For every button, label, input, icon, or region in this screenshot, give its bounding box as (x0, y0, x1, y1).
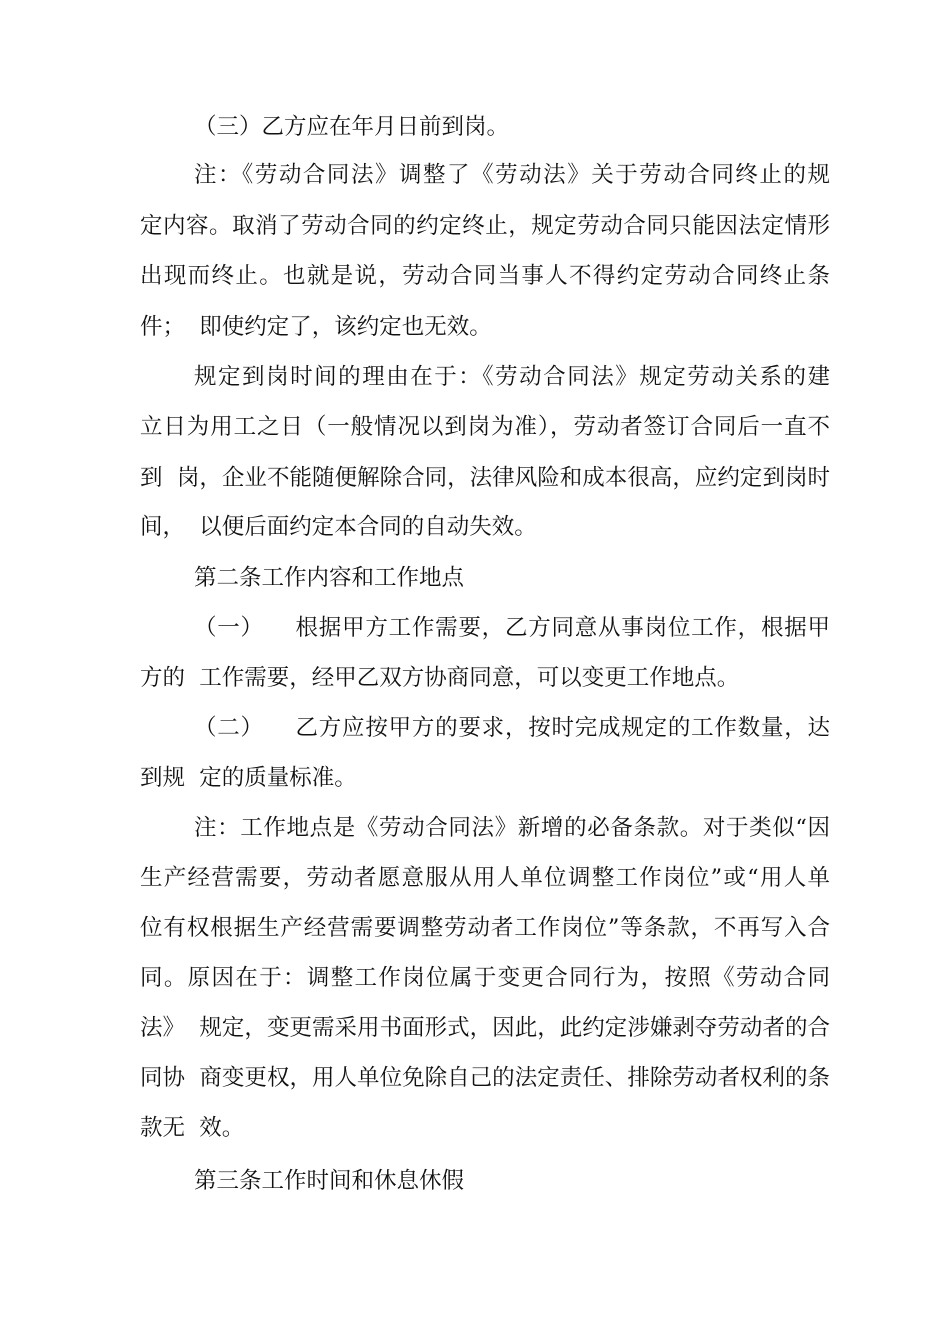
reason-paragraph-line: 规定到岗时间的理由在于：《劳动合同法》规定劳动关系的建 (194, 364, 830, 390)
clause-item-3: （三）乙方应在年月日前到岗。 (194, 114, 510, 140)
clause-item-1-line: （一） 根据甲方工作需要，乙方同意从事岗位工作，根据甲 (194, 615, 830, 641)
workplace-note-line: 法》 规定，变更需采用书面形式，因此，此约定涉嫌剥夺劳动者的合 (140, 1015, 830, 1041)
reason-paragraph-line: 立日为用工之日（一般情况以到岗为准），劳动者签订合同后一直不 (140, 414, 830, 440)
clause-item-1-line: 方的 工作需要，经甲乙双方协商同意，可以变更工作地点。 (140, 665, 740, 691)
workplace-note-line: 位有权根据生产经营需要调整劳动者工作岗位”等条款，不再写入合 (140, 915, 830, 941)
workplace-note-line: 同协 商变更权，用人单位免除自己的法定责任、排除劳动者权利的条 (140, 1065, 830, 1091)
clause-item-2-line: （二） 乙方应按甲方的要求，按时完成规定的工作数量，达 (194, 715, 830, 741)
note-paragraph-line: 注：《劳动合同法》调整了《劳动法》关于劳动合同终止的规 (194, 162, 830, 188)
article-2-heading: 第二条工作内容和工作地点 (194, 565, 465, 591)
note-paragraph-line: 定内容。取消了劳动合同的约定终止，规定劳动合同只能因法定情形 (140, 213, 830, 239)
note-paragraph-line: 出现而终止。也就是说，劳动合同当事人不得约定劳动合同终止条 (140, 263, 830, 289)
clause-item-2-line: 到规 定的质量标准。 (140, 765, 357, 791)
workplace-note-line: 同。原因在于：调整工作岗位属于变更合同行为，按照《劳动合同 (140, 965, 830, 991)
workplace-note-line: 生产经营需要，劳动者愿意服从用人单位调整工作岗位”或“用人单 (140, 865, 830, 891)
workplace-note-line: 注：工作地点是《劳动合同法》新增的必备条款。对于类似“因 (194, 815, 830, 841)
note-paragraph-line: 件； 即使约定了，该约定也无效。 (140, 314, 492, 340)
reason-paragraph-line: 到 岗，企业不能随便解除合同，法律风险和成本很高，应约定到岗时 (140, 465, 830, 491)
workplace-note-line: 款无 效。 (140, 1115, 245, 1141)
reason-paragraph-line: 间， 以便后面约定本合同的自动失效。 (140, 514, 537, 540)
article-3-heading: 第三条工作时间和休息休假 (194, 1168, 465, 1194)
